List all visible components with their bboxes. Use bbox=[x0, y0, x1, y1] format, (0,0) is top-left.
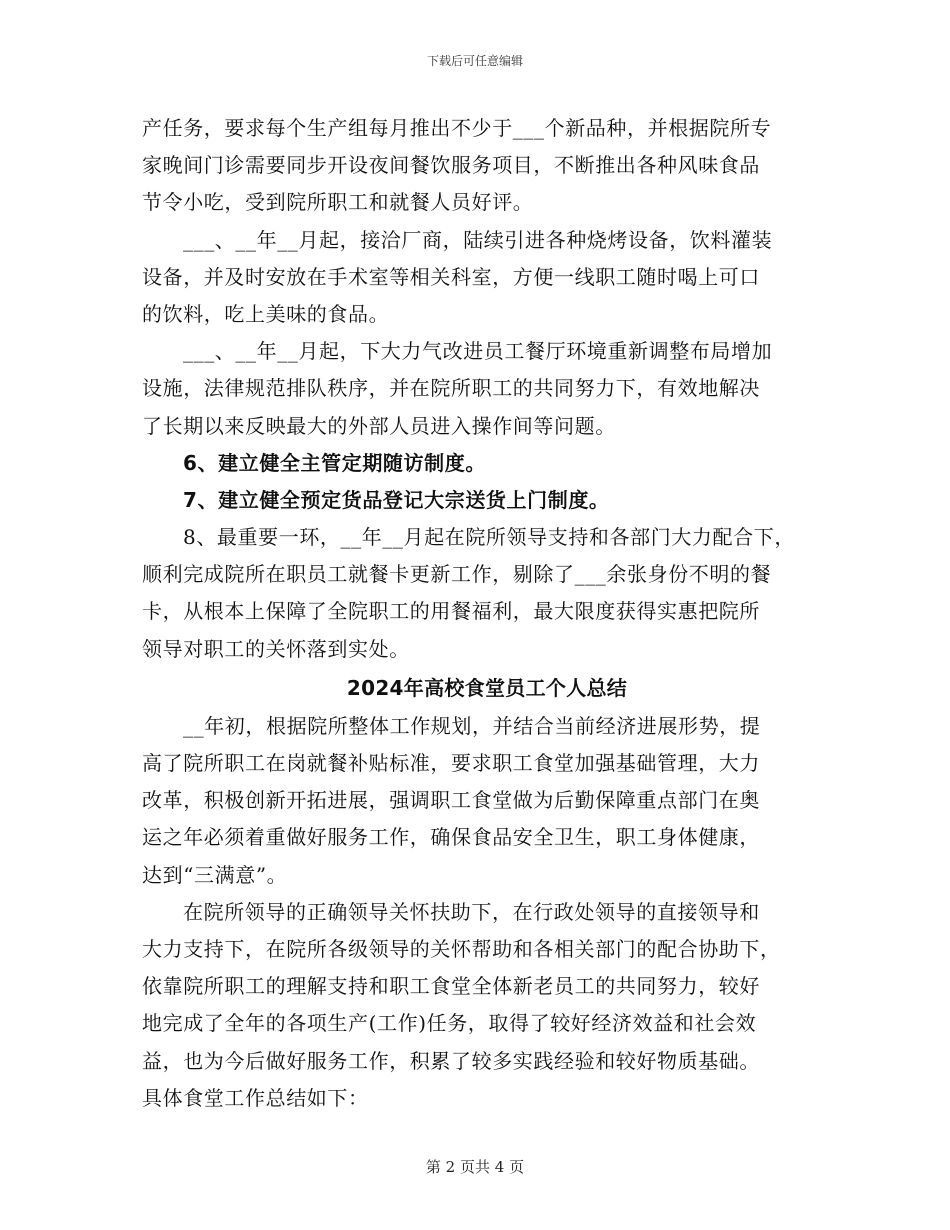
text-line: 卡，从根本上保障了全院职工的用餐福利，最大限度获得实惠把院所 bbox=[142, 599, 760, 624]
text-line: ___、__年__月起，下大力气改进员工餐厅环境重新调整布局增加 bbox=[183, 339, 773, 364]
text-line: 高了院所职工在岗就餐补贴标准，要求职工食堂加强基础管理，大力 bbox=[142, 751, 760, 775]
text-line: 领导对职工的关怀落到实处。 bbox=[142, 636, 410, 661]
text-line: 运之年必须着重做好服务工作，确保食品安全卫生，职工身体健康， bbox=[142, 825, 760, 850]
text-line: 在院所领导的正确领导关怀扶助下，在行政处领导的直接领导和 bbox=[183, 899, 760, 924]
text-line: 地完成了全年的各项生产(工作)任务，取得了较好经济效益和社会效 bbox=[142, 1011, 757, 1036]
text-line: 益，也为今后做好服务工作，积累了较多实践经验和较好物质基础。 bbox=[142, 1048, 760, 1073]
text-line: __年初，根据院所整体工作规划，并结合当前经济进展形势，提 bbox=[183, 713, 761, 738]
text-line: 顺利完成院所在职员工就餐卡更新工作，剔除了___余张身份不明的餐 bbox=[142, 562, 772, 587]
paragraph-equipment bbox=[142, 222, 832, 334]
paragraph-summary bbox=[142, 894, 832, 1117]
text-line: 达到“三满意”。 bbox=[142, 862, 288, 887]
text-line: 具体食堂工作总结如下： bbox=[142, 1085, 369, 1110]
paragraph-continuation bbox=[142, 110, 832, 222]
text-line: 设施，法律规范排队秩序，并在院所职工的共同努力下，有效地解决 bbox=[142, 376, 760, 401]
document-body bbox=[142, 110, 832, 1117]
text-line: 8、最重要一环，__年__月起在院所领导支持和各部门大力配合下， bbox=[183, 525, 795, 550]
paragraph-dining-hall bbox=[142, 333, 832, 445]
heading-item-6: 6、建立健全主管定期随访制度。 bbox=[183, 450, 486, 475]
document-title: 2024年高校食堂员工个人总结 bbox=[346, 675, 628, 700]
text-line: 改革，积极创新开拓进展，强调职工食堂做为后勤保障重点部门在奥 bbox=[142, 788, 760, 813]
page-header: 下载后可任意编辑 bbox=[426, 54, 523, 68]
paragraph-intro bbox=[142, 708, 832, 894]
text-line: 依靠院所职工的理解支持和职工食堂全体新老员工的共同努力，较好 bbox=[142, 974, 760, 999]
page-footer: 第 2 页共 4 页 bbox=[425, 1158, 525, 1176]
text-line: 节令小吃，受到院所职工和就餐人员好评。 bbox=[142, 190, 534, 215]
heading-item-7: 7、建立健全预定货品登记大宗送货上门制度。 bbox=[183, 487, 610, 512]
text-line: 设备，并及时安放在手术室等相关科室，方便一线职工随时喝上可口 bbox=[142, 264, 760, 289]
text-line: 大力支持下，在院所各级领导的关怀帮助和各相关部门的配合协助下， bbox=[142, 936, 781, 961]
text-line: 产任务，要求每个生产组每月推出不少于___个新品种，并根据院所专 bbox=[142, 116, 772, 140]
text-line: 的饮料，吃上美味的食品。 bbox=[142, 301, 390, 326]
text-line: 家晚间门诊需要同步开设夜间餐饮服务项目，不断推出各种风味食品 bbox=[142, 153, 760, 178]
text-line: ___、__年__月起，接洽厂商，陆续引进各种烧烤设备，饮料灌装 bbox=[183, 227, 773, 252]
text-line: 了长期以来反映最大的外部人员进入操作间等问题。 bbox=[142, 413, 616, 438]
paragraph-item-8 bbox=[142, 519, 832, 668]
